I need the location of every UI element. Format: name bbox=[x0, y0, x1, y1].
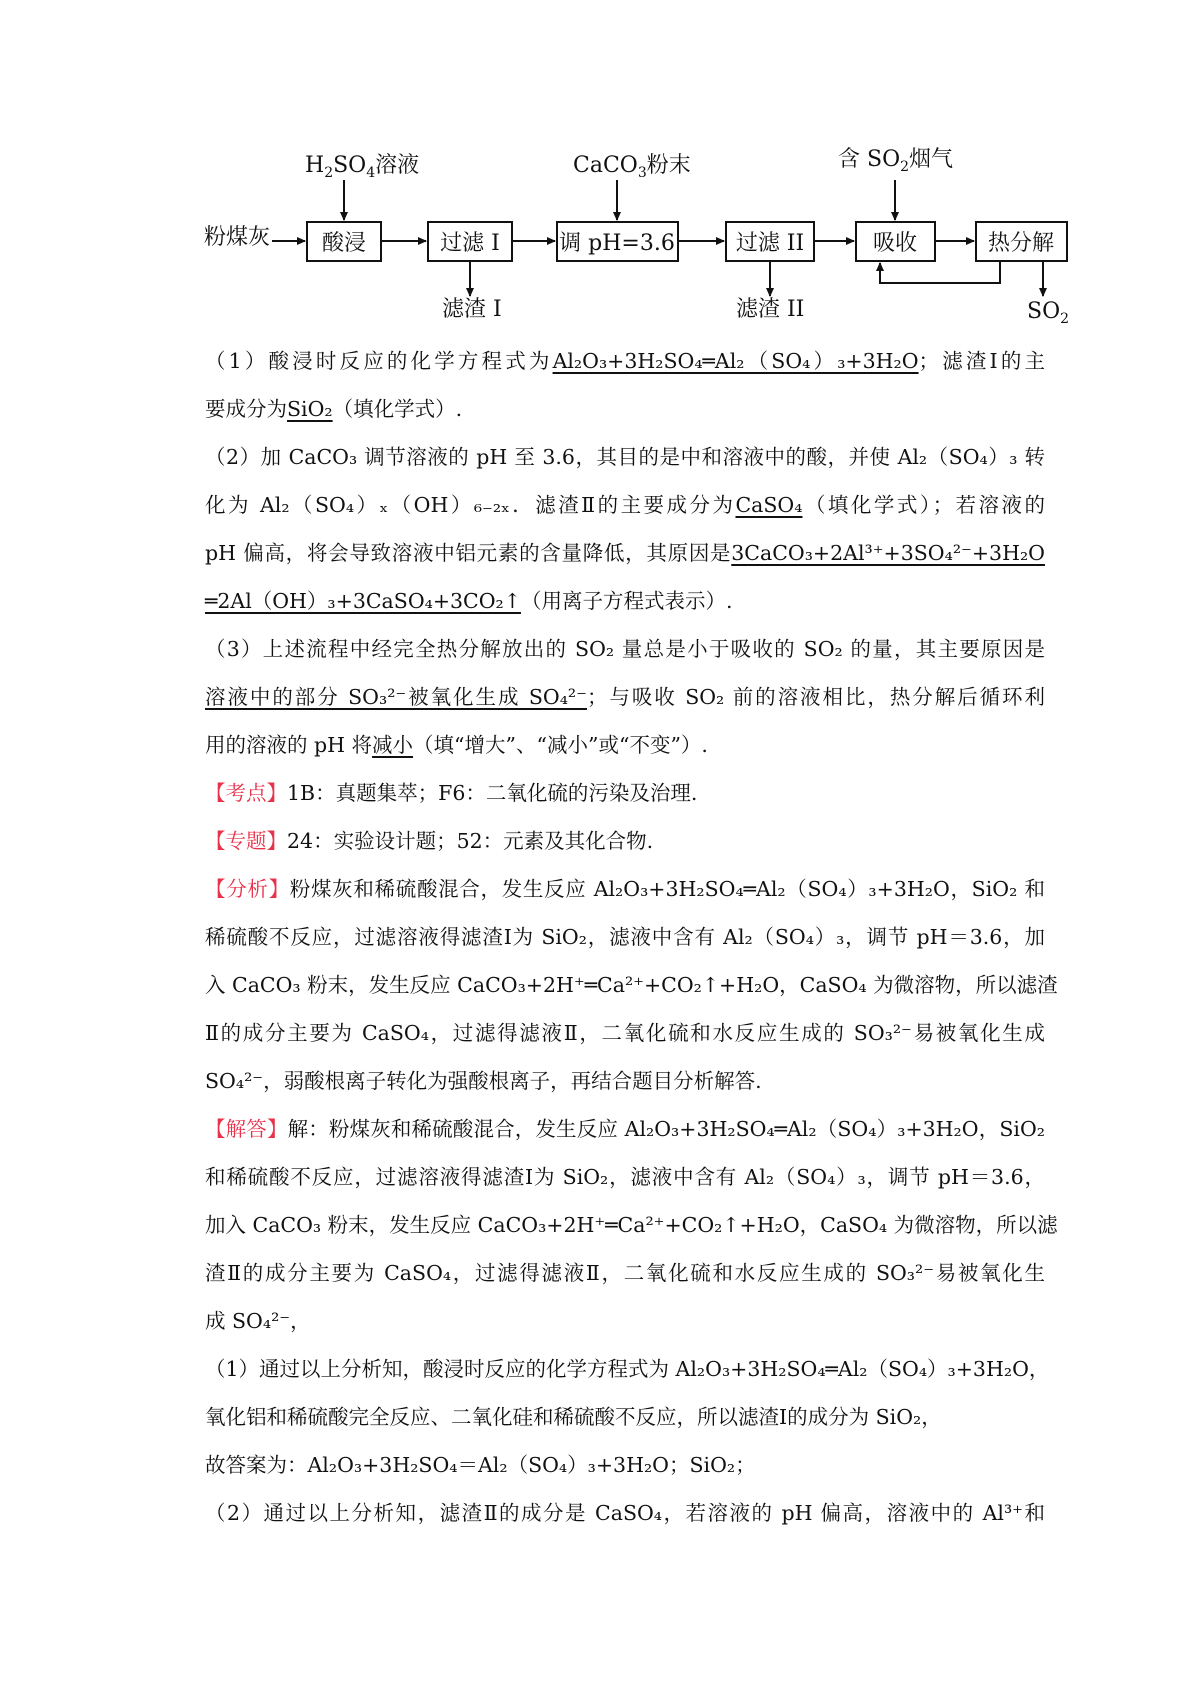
answer-blank: Al₂O₃+3H₂SO₄═Al₂（SO₄）₃+3H₂O bbox=[552, 349, 919, 373]
jieda-p1-line-2: 氧化铝和稀硫酸完全反应、二氧化硅和稀硫酸不反应，所以滤渣Ⅰ的成分为 SiO₂， bbox=[205, 1405, 942, 1429]
jieda-line-2: 和稀硫酸不反应，过滤溶液得滤渣Ⅰ为 SiO₂，滤液中含有 Al₂（SO₄）₃，调节 pH＝3.6， bbox=[205, 1165, 1045, 1189]
answer-blank: 减小 bbox=[372, 733, 414, 757]
reagent-so2-label: 含 $SO_2$烟气 bbox=[838, 147, 954, 175]
residue-2-label: 滤渣 II bbox=[736, 297, 805, 322]
text: 粉煤灰和稀硫酸混合，发生反应 Al₂O₃+3H₂SO₄═Al₂（SO₄）₃+3H₂O，SiO₂ 和 bbox=[289, 877, 1045, 901]
step-label: 过滤 II bbox=[735, 231, 805, 256]
q2-line-2 bbox=[205, 488, 1045, 518]
answer-blank: ═2Al（OH）₃+3CaSO₄+3CO₂↑ bbox=[205, 589, 521, 613]
text: 要成分为 bbox=[205, 397, 287, 421]
text: 化为 Al₂（SO₄）ₓ（OH）₆₋₂ₓ．滤渣Ⅱ的主要成分为 bbox=[205, 493, 736, 517]
text: （填化学式）；若溶液的 bbox=[802, 493, 1045, 517]
q2-line-3 bbox=[205, 536, 1045, 566]
fenxi-tag: 【分析】 bbox=[205, 877, 290, 901]
step-box-absorb bbox=[856, 222, 935, 261]
kaodian-line bbox=[205, 776, 1045, 806]
step-box-filter-2 bbox=[726, 222, 814, 261]
fenxi-line-2: 稀硫酸不反应，过滤溶液得滤渣Ⅰ为 SiO₂，滤液中含有 Al₂（SO₄）₃，调节 pH＝3.6，加 bbox=[205, 925, 1045, 949]
answer-blank: SiO₂ bbox=[287, 397, 333, 421]
reagent-h2so4-label: $H_2SO_4$溶液 bbox=[305, 153, 420, 181]
zhuanti-text: 24：实验设计题；52：元素及其化合物. bbox=[287, 829, 654, 853]
jieda-p1-line-3: 故答案为：Al₂O₃+3H₂SO₄＝Al₂（SO₄）₃+3H₂O；SiO₂； bbox=[205, 1453, 756, 1477]
product-so2-label: $SO_2$ bbox=[1027, 299, 1070, 327]
q3-line-3 bbox=[205, 728, 1045, 758]
text: 用的溶液的 pH 将 bbox=[205, 733, 373, 757]
step-box-adjust-ph bbox=[557, 222, 678, 261]
step-label: 调 pH=3.6 bbox=[559, 231, 675, 256]
q3-line-2 bbox=[205, 680, 1045, 710]
reagent-caco3-label: CaCO$_3$粉末 bbox=[573, 153, 691, 181]
jieda-p2-line-1: （2）通过以上分析知，滤渣Ⅱ的成分是 CaSO₄，若溶液的 pH 偏高，溶液中的 Al³⁺和 bbox=[205, 1501, 1045, 1525]
step-label: 热分解 bbox=[987, 231, 1055, 256]
process-flow-diagram bbox=[0, 0, 1200, 330]
zhuanti-line bbox=[205, 824, 1045, 854]
q1-line-2 bbox=[205, 392, 1045, 422]
fenxi-line-4: Ⅱ的成分主要为 CaSO₄，过滤得滤液Ⅱ，二氧化硫和水反应生成的 SO₃²⁻易被氧化生成 bbox=[205, 1021, 1045, 1045]
text: pH 偏高，将会导致溶液中铝元素的含量降低，其原因是 bbox=[205, 541, 732, 565]
kaodian-tag: 【考点】 bbox=[205, 781, 287, 805]
jieda-line-1 bbox=[205, 1112, 1045, 1142]
text: （填化学式）. bbox=[332, 397, 463, 421]
q1-line-1 bbox=[205, 344, 1045, 374]
q3-line-1: （3）上述流程中经完全热分解放出的 SO₂ 量总是小于吸收的 SO₂ 的量，其主要原因是 bbox=[205, 637, 1045, 661]
text: ；滤渣Ⅰ的主 bbox=[918, 349, 1045, 373]
jieda-p1-line-1: （1）通过以上分析知，酸浸时反应的化学方程式为 Al₂O₃+3H₂SO₄═Al₂（SO₄）₃+3H₂O， bbox=[205, 1357, 1050, 1381]
step-box-acid-leach bbox=[307, 222, 381, 261]
answer-blank: 3CaCO₃+2Al³⁺+3SO₄²⁻+3H₂O bbox=[731, 541, 1045, 565]
answer-blank: 溶液中的部分 SO₃²⁻被氧化生成 SO₄²⁻ bbox=[205, 685, 587, 709]
step-box-filter-1 bbox=[428, 222, 512, 261]
feed-label: 粉煤灰 bbox=[204, 225, 271, 250]
text: ；与吸收 SO₂ 前的溶液相比，热分解后循环利 bbox=[586, 685, 1045, 709]
kaodian-text: 1B：真题集萃；F6：二氧化硫的污染及治理. bbox=[287, 781, 698, 805]
fenxi-line-5: SO₄²⁻，弱酸根离子转化为强酸根离子，再结合题目分析解答. bbox=[205, 1069, 762, 1093]
jieda-tag: 【解答】 bbox=[205, 1117, 288, 1141]
answer-blank: CaSO₄ bbox=[735, 493, 803, 517]
text: （1）酸浸时反应的化学方程式为 bbox=[205, 349, 553, 373]
jieda-line-5: 成 SO₄²⁻， bbox=[205, 1309, 311, 1333]
q2-line-1: （2）加 CaCO₃ 调节溶液的 pH 至 3.6，其目的是中和溶液中的酸，并使 Al₂（SO₄）₃ 转 bbox=[205, 445, 1045, 469]
residue-1-label: 滤渣 I bbox=[442, 297, 502, 322]
step-label: 酸浸 bbox=[321, 231, 367, 256]
fenxi-line-3: 入 CaCO₃ 粉末，发生反应 CaCO₃+2H⁺═Ca²⁺+CO₂↑+H₂O，CaSO₄ 为微溶物，所以滤渣 bbox=[205, 973, 1058, 997]
q2-line-4 bbox=[205, 584, 1045, 614]
fenxi-line-1 bbox=[205, 872, 1045, 902]
step-label: 吸收 bbox=[872, 231, 918, 256]
text: （填“增大”、“减小”或“不变”）. bbox=[413, 733, 708, 757]
text: （用离子方程式表示）. bbox=[520, 589, 733, 613]
step-label: 过滤 I bbox=[440, 231, 500, 256]
step-box-thermal-decomp bbox=[976, 222, 1067, 261]
jieda-line-3: 加入 CaCO₃ 粉末，发生反应 CaCO₃+2H⁺═Ca²⁺+CO₂↑+H₂O，CaSO₄ 为微溶物，所以滤 bbox=[205, 1213, 1058, 1237]
zhuanti-tag: 【专题】 bbox=[205, 829, 287, 853]
text: 解：粉煤灰和稀硫酸混合，发生反应 Al₂O₃+3H₂SO₄═Al₂（SO₄）₃+3H₂O，SiO₂ bbox=[287, 1117, 1045, 1141]
jieda-line-4: 渣Ⅱ的成分主要为 CaSO₄，过滤得滤液Ⅱ，二氧化硫和水反应生成的 SO₃²⁻易被氧化生 bbox=[205, 1261, 1045, 1285]
